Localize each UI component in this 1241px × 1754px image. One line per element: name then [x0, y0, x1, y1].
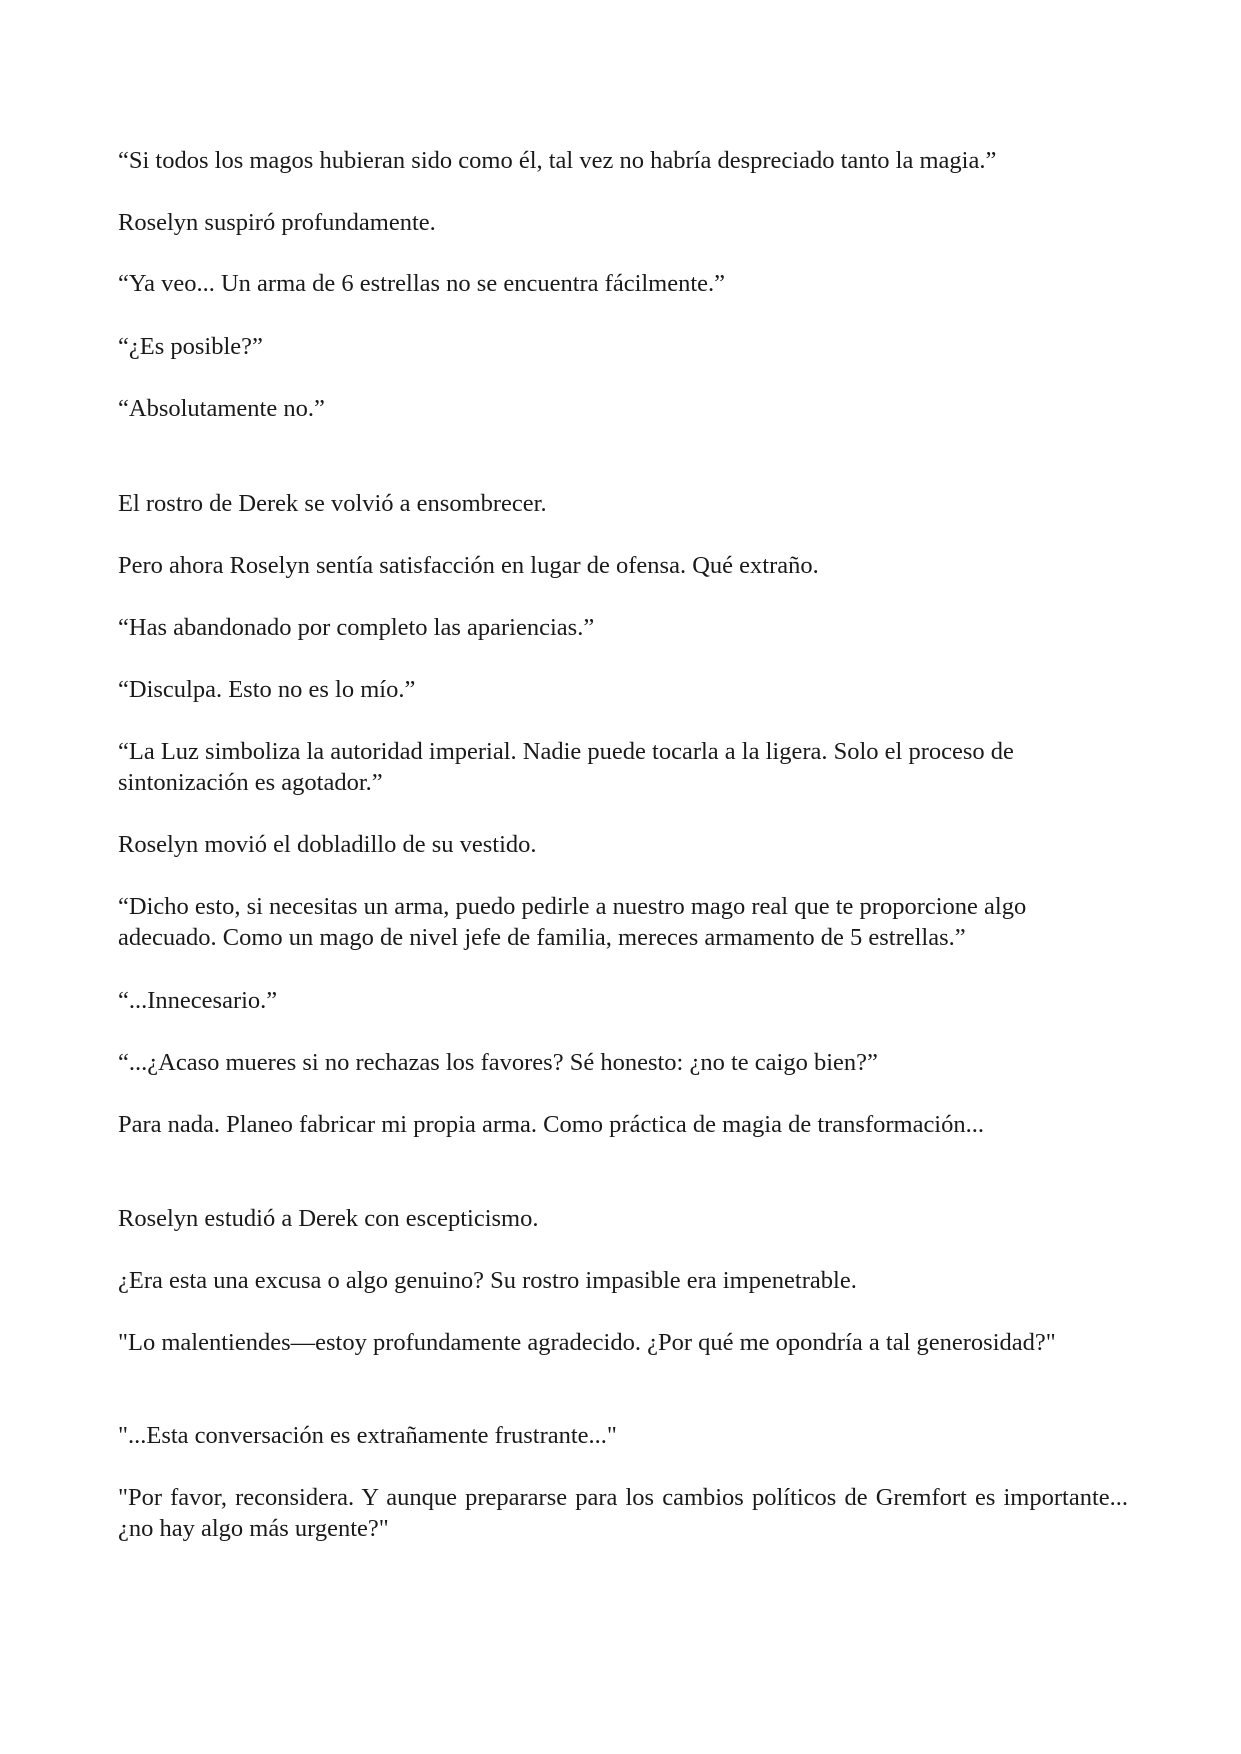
paragraph-18: "Lo malentiendes—estoy profundamente agradecido. ¿Por qué me opondría a tal generosidad?": [118, 1329, 1056, 1356]
paragraph-11: Roselyn movió el dobladillo de su vestido.: [118, 831, 537, 858]
paragraph-5: “Absolutamente no.”: [118, 395, 325, 422]
paragraph-6: El rostro de Derek se volvió a ensombrecer.: [118, 490, 547, 517]
paragraph-7: Pero ahora Roselyn sentía satisfacción en lugar de ofensa. Qué extraño.: [118, 552, 819, 579]
paragraph-4: “¿Es posible?”: [118, 333, 263, 360]
paragraph-14: “...¿Acaso mueres si no rechazas los favores? Sé honesto: ¿no te caigo bien?”: [118, 1049, 878, 1076]
paragraph-20: "Por favor, reconsidera. Y aunque prepararse para los cambios políticos de Gremfort es importante... ¿no hay algo más urgente?": [118, 1484, 1128, 1542]
paragraph-19: "...Esta conversación es extrañamente frustrante...": [118, 1422, 617, 1449]
paragraph-15: Para nada. Planeo fabricar mi propia arma. Como práctica de magia de transformación...: [118, 1111, 984, 1138]
paragraph-12: “Dicho esto, si necesitas un arma, puedo pedirle a nuestro mago real que te proporcione algo adecuado. Como un mago de nivel jefe de familia, mereces armamento de 5 estrellas.”: [118, 893, 1027, 951]
paragraph-10: “La Luz simboliza la autoridad imperial. Nadie puede tocarla a la ligera. Solo el proceso de sintonización es agotador.”: [118, 738, 1014, 796]
paragraph-1: “Si todos los magos hubieran sido como él, tal vez no habría despreciado tanto la magia.”: [118, 147, 997, 174]
paragraph-3: “Ya veo... Un arma de 6 estrellas no se encuentra fácilmente.”: [118, 270, 726, 297]
paragraph-13: “...Innecesario.”: [118, 987, 278, 1014]
paragraph-16: Roselyn estudió a Derek con escepticismo.: [118, 1205, 539, 1232]
paragraph-8: “Has abandonado por completo las apariencias.”: [118, 614, 595, 641]
paragraph-9: “Disculpa. Esto no es lo mío.”: [118, 676, 416, 703]
paragraph-2: Roselyn suspiró profundamente.: [118, 209, 436, 236]
paragraph-17: ¿Era esta una excusa o algo genuino? Su rostro impasible era impenetrable.: [118, 1267, 857, 1294]
